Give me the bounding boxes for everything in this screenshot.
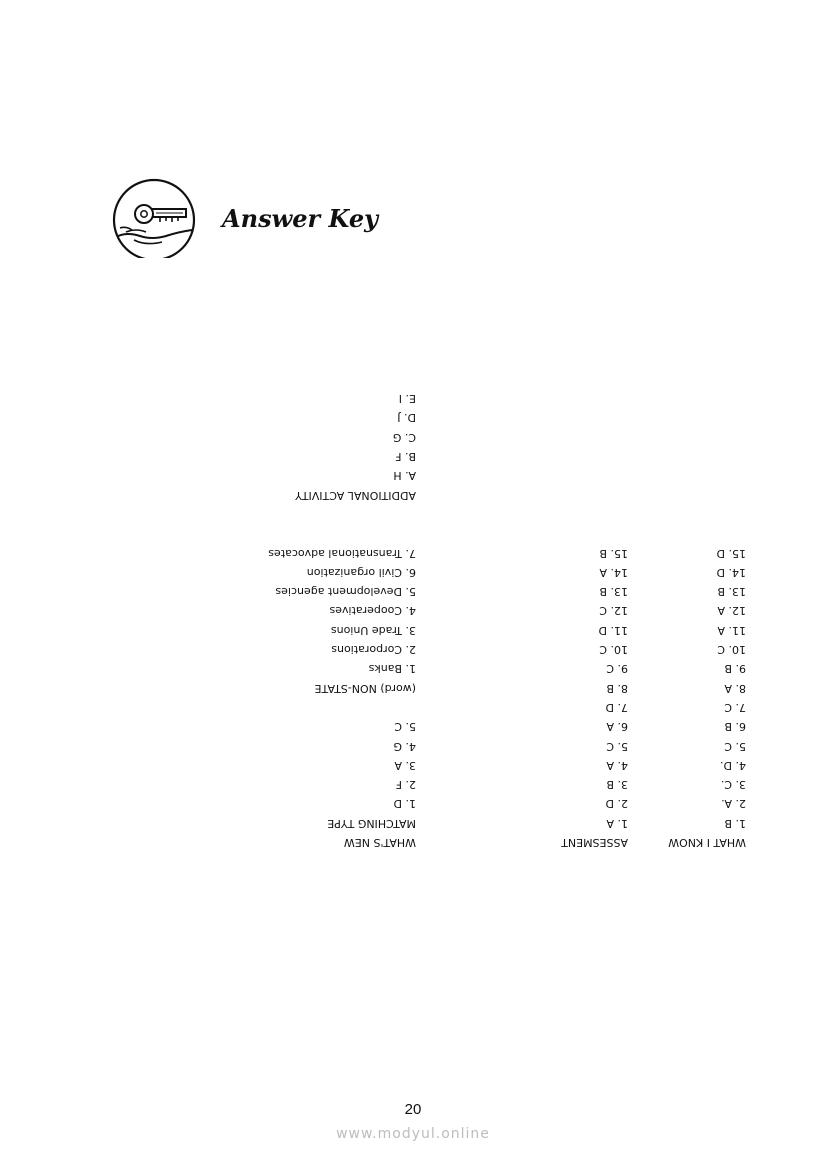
- answer-line: 3. A: [394, 758, 416, 772]
- answer-line: 5. C: [394, 720, 416, 734]
- answer-line: [268, 524, 416, 543]
- answer-line: 12. A: [717, 604, 746, 618]
- answer-line: 4. D.: [720, 758, 746, 772]
- answer-line: 1. B: [724, 816, 746, 830]
- page-number: 20: [404, 1101, 422, 1118]
- answer-line: 10. C: [717, 643, 746, 657]
- answer-line: 2. D: [605, 797, 628, 811]
- answer-line: (word) NON-STATE: [314, 681, 416, 695]
- answer-line: 2. F: [395, 778, 416, 792]
- answer-line: [268, 698, 416, 717]
- answer-line: C. G: [392, 430, 416, 444]
- answer-line: 9. B: [724, 662, 746, 676]
- answer-line: 1. D: [393, 797, 416, 811]
- answer-line: 9. C: [606, 662, 628, 676]
- answer-line: 11. A: [717, 623, 746, 637]
- column-header: WHAT I KNOW: [668, 836, 746, 849]
- answer-line: 6. B: [724, 720, 746, 734]
- column-header: ASSESMENT: [561, 836, 628, 849]
- answer-line: 8. A: [724, 681, 746, 695]
- answer-line: 2. Corporations: [331, 643, 416, 657]
- answer-line: ADDITIONAL ACTIVITY: [295, 488, 416, 502]
- what-i-know-column: [668, 543, 746, 852]
- answer-line: 3. C.: [720, 778, 746, 792]
- column-header: WHAT'S NEW: [343, 836, 416, 849]
- answer-line: 3. Trade Unions: [330, 623, 416, 637]
- answer-line: 15. D: [716, 546, 746, 560]
- answer-line: 3. B: [606, 778, 628, 792]
- key-in-hand-logo: [112, 178, 204, 258]
- answer-line: 13. B: [717, 585, 746, 599]
- answer-line: 14. D: [716, 565, 746, 579]
- answer-line: 5. Development agencies: [275, 585, 416, 599]
- answer-key-block: [236, 392, 746, 852]
- assesment-column: [561, 543, 628, 852]
- whats-new-column: [268, 389, 416, 852]
- watermark: www.modyul.online: [336, 1126, 490, 1142]
- answer-line: B. F: [395, 450, 416, 464]
- answer-line: 14. A: [599, 565, 628, 579]
- answer-line: E. I: [398, 392, 416, 406]
- answer-line: 15. B: [599, 546, 628, 560]
- answer-line: 4. Cooperatives: [329, 604, 416, 618]
- answer-line: 5. C: [606, 739, 628, 753]
- answer-line: 13. B: [599, 585, 628, 599]
- answer-line: 1. Banks: [368, 662, 416, 676]
- answer-line: 7. C: [724, 700, 746, 714]
- answer-line: D. J: [397, 411, 416, 425]
- answer-line: MATCHING TYPE: [327, 816, 416, 830]
- answer-line: 7. D: [605, 700, 628, 714]
- answer-line: 1. A: [606, 816, 628, 830]
- answer-line: 10. C: [599, 643, 628, 657]
- answer-line: 11. D: [598, 623, 628, 637]
- answer-line: 4. G: [393, 739, 416, 753]
- answer-line: 7. Transnational advocates: [268, 546, 416, 560]
- answer-line: 12. C: [599, 604, 628, 618]
- answer-line: 2. A.: [721, 797, 746, 811]
- answer-line: 6. Civil organization: [306, 565, 416, 579]
- answer-line: 5. C: [724, 739, 746, 753]
- answer-line: A. H: [393, 469, 416, 483]
- answer-line: [268, 505, 416, 524]
- page-title: Answer Key: [222, 204, 379, 233]
- answer-line: 4. A: [606, 758, 628, 772]
- answer-line: 6. A: [606, 720, 628, 734]
- answer-line: 8. B: [606, 681, 628, 695]
